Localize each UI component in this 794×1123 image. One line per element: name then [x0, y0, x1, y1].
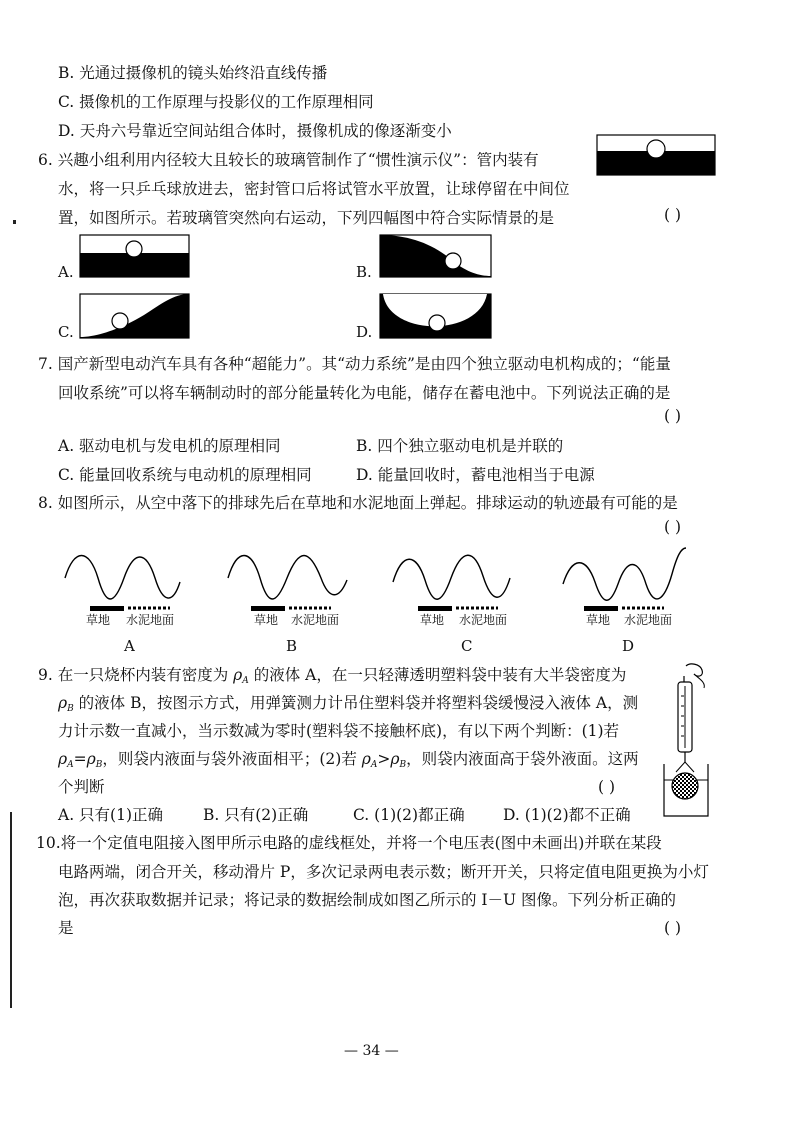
q7-option-b: B. 四个独立驱动电机是并联的: [356, 437, 564, 455]
q10-line-1: 10.将一个定值电阻接入图甲所示电路的虚线框处，并将一个电压表(图中未画出)并联在某段: [36, 834, 662, 852]
q8-answer-paren: ( ): [664, 518, 682, 536]
q6-option-a-label: A.: [58, 263, 74, 281]
q9-option-a: A. 只有(1)正确: [58, 806, 164, 824]
q8-d-grass-label: 草地: [586, 613, 611, 627]
q7-line-2: 回收系统”可以将车辆制动时的部分能量转化为电能，储存在蓄电池中。下列说法正确的是: [58, 384, 671, 402]
q9-spring-scale-figure: [660, 662, 720, 820]
q7-line-1: 7. 国产新型电动汽车具有各种“超能力”。其“动力系统”是由四个独立驱动电机构成的；“能量: [38, 355, 671, 373]
left-dot-mark: [13, 220, 16, 224]
q5-option-b: B. 光通过摄像机的镜头始终沿直线传播: [58, 64, 328, 82]
q9-option-d: D. (1)(2)都不正确: [503, 806, 631, 824]
q7-option-d: D. 能量回收时，蓄电池相当于电源: [356, 466, 595, 484]
q9-option-b: B. 只有(2)正确: [203, 806, 309, 824]
q10-line-4: 是: [58, 919, 74, 937]
q5-option-d: D. 天舟六号靠近空间站组合体时，摄像机成的像逐渐变小: [58, 122, 452, 140]
q7-answer-paren: ( ): [664, 407, 682, 425]
q9-line-2: $\rho_B$ 的液体 B，按图示方式，用弹簧测力计吊住塑料袋并将塑料袋缓慢浸入液体 A，测: [58, 694, 639, 714]
q8-option-a-figure: [62, 548, 202, 612]
q9-option-c: C. (1)(2)都正确: [353, 806, 465, 824]
q8-option-d-figure: [560, 544, 700, 612]
q10-answer-paren: ( ): [664, 919, 682, 937]
q6-line-1: 6. 兴趣小组利用内径较大且较长的玻璃管制作了“惯性演示仪”：管内装有: [38, 151, 539, 169]
q8-option-a-letter: A: [124, 637, 135, 655]
q8-option-d-letter: D: [622, 637, 635, 655]
q8-option-b-letter: B: [286, 637, 298, 655]
q7-option-c: C. 能量回收系统与电动机的原理相同: [58, 466, 312, 484]
q8-d-cement-label: 水泥地面: [624, 613, 673, 627]
q6-option-d-figure: [379, 293, 492, 339]
q6-option-b-label: B.: [356, 263, 372, 281]
q10-line-3: 泡，再次获取数据并记录；将记录的数据绘制成如图乙所示的 I－U 图像。下列分析正确的: [58, 891, 677, 909]
q9-line-5: 个判断: [58, 778, 105, 796]
q8-a-grass-label: 草地: [86, 613, 111, 627]
q6-option-a-figure: [79, 234, 190, 278]
q6-option-d-label: D.: [356, 323, 373, 341]
page-number: — 34 —: [344, 1043, 399, 1059]
q9-line-3: 力计示数一直减小，当示数减为零时(塑料袋不接触杯底)，有以下两个判断：(1)若: [58, 722, 620, 740]
q8-b-grass-label: 草地: [254, 613, 279, 627]
q6-option-b-figure: [379, 234, 492, 278]
q8-c-grass-label: 草地: [420, 613, 445, 627]
q8-option-c-figure: [390, 548, 530, 612]
q8-a-cement-label: 水泥地面: [126, 613, 175, 627]
q6-line-2: 水，将一只乒乓球放进去，密封管口后将试管水平放置，让球停留在中间位: [58, 180, 570, 198]
q6-option-c-label: C.: [58, 323, 74, 341]
q8-c-cement-label: 水泥地面: [459, 613, 508, 627]
q6-line-3: 置，如图所示。若玻璃管突然向右运动，下列四幅图中符合实际情景的是: [58, 209, 555, 227]
q5-option-c: C. 摄像机的工作原理与投影仪的工作原理相同: [58, 93, 374, 111]
q10-line-2: 电路两端，闭合开关，移动滑片 P，多次记录两电表示数；断开开关，只将定值电阻更换为小灯: [58, 863, 709, 881]
q6-option-c-figure: [79, 293, 190, 339]
left-edge-mark: [10, 812, 12, 1008]
q9-answer-paren: ( ): [598, 778, 616, 796]
q7-option-a: A. 驱动电机与发电机的原理相同: [58, 437, 281, 455]
q9-line-4: $\rho_A=\rho_B$，则袋内液面与袋外液面相平；(2)若 $\rho_A>\rho_B$，则袋内液面高于袋外液面。这两: [58, 750, 639, 770]
q8-b-cement-label: 水泥地面: [291, 613, 340, 627]
q6-tube-figure: [596, 134, 716, 176]
q8-option-b-figure: [225, 548, 365, 612]
q9-line-1: 9. 在一只烧杯内装有密度为 $\rho_A$ 的液体 A，在一只轻薄透明塑料袋中装有大半袋密度为: [38, 666, 627, 686]
q8-option-c-letter: C: [461, 637, 473, 655]
q6-answer-paren: ( ): [664, 206, 682, 224]
q8-line-1: 8. 如图所示，从空中落下的排球先后在草地和水泥地面上弹起。排球运动的轨迹最有可能的是: [38, 494, 678, 512]
